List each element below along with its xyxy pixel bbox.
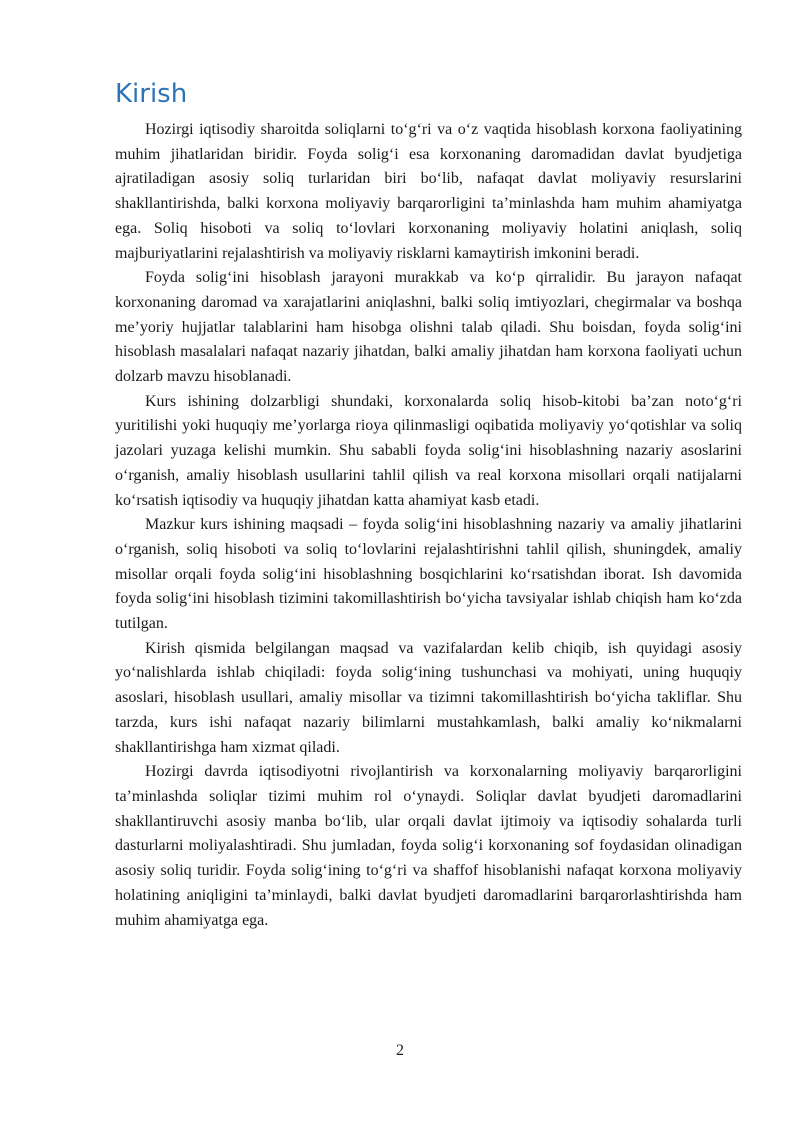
page-number: 2	[396, 1042, 404, 1059]
body-text	[115, 118, 742, 933]
section-heading: Kirish	[115, 79, 188, 109]
paragraph: Mazkur kurs ishining maqsadi – foyda solig‘ini hisoblashning nazariy va amaliy jihatlarini o‘rganish, soliq hisoboti va soliq to‘lovlarini rejalashtirishni tahlil qilish, shuningdek, amaliy misollar orqali foyda solig‘ini hisoblashning bosqichlarini ko‘rsatishdan iborat. Ish davomida foyda solig‘ini hisoblash tizimini takomillashtirish bo‘yicha tavsiyalar ishlab chiqish ham ko‘zda tutilgan.	[115, 516, 742, 633]
paragraph: Kirish qismida belgilangan maqsad va vazifalardan kelib chiqib, ish quyidagi asosiy yo‘nalishlarda ishlab chiqiladi: foyda solig‘ining tushunchasi va mohiyati, uning huquqiy asoslari, hisoblash usullari, amaliy misollar va tizimni takomillashtirish bo‘yicha takliflar. Shu tarzda, kurs ishi nafaqat nazariy bilimlarni mustahkamlash, balki amaliy ko‘nikmalarni shakllantirishga ham xizmat qiladi.	[115, 639, 742, 756]
paragraph: Hozirgi iqtisodiy sharoitda soliqlarni to‘g‘ri va o‘z vaqtida hisoblash korxona faoliyatining muhim jihatlaridan biridir. Foyda solig‘i esa korxonaning daromadidan davlat byudjetiga ajratiladigan asosiy soliq turlaridan biri bo‘lib, nafaqat davlat moliyaviy resurslarini shakllantirishda, balki korxona moliyaviy barqarorligini ta’minlashda ham muhim ahamiyatga ega. Soliq hisoboti va soliq to‘lovlari korxonaning moliyaviy holatini aniqlash, soliq majburiyatlarini rejalashtirish va moliyaviy risklarni kamaytirish imkonini beradi.	[115, 121, 742, 262]
paragraph: Kurs ishining dolzarbligi shundaki, korxonalarda soliq hisob-kitobi ba’zan noto‘g‘ri yuritilishi yoki huquqiy me’yorlarga rioya qilinmasligi oqibatida moliyaviy yo‘qotishlar va soliq jazolari yuzaga kelishi mumkin. Shu sababli foyda solig‘ini hisoblashning nazariy asoslarini o‘rganish, amaliy hisoblash usullarini tahlil qilish va real korxona misollari orqali natijalarni ko‘rsatish iqtisodiy va huquqiy jihatdan katta ahamiyat kasb etadi.	[115, 392, 742, 509]
paragraph: Hozirgi davrda iqtisodiyotni rivojlantirish va korxonalarning moliyaviy barqarorligini ta’minlashda soliqlar tizimi muhim rol o‘ynaydi. Soliqlar davlat byudjeti daromadlarini shakllantiruvchi asosiy manba bo‘lib, ular orqali davlat ijtimoiy va iqtisodiy sohalarda turli dasturlarni moliyalashtiradi. Shu jumladan, foyda solig‘i korxonaning sof foydasidan olinadigan asosiy soliq turidir. Foyda solig‘ining to‘g‘ri va shaffof hisoblanishi nafaqat korxona moliyaviy holatining aniqligini ta’minlaydi, balki davlat byudjeti daromadlarini barqarorlashtirishda ham muhim ahamiyatga ega.	[115, 763, 742, 929]
paragraph: Foyda solig‘ini hisoblash jarayoni murakkab va ko‘p qirralidir. Bu jarayon nafaqat korxonaning daromad va xarajatlarini aniqlashni, balki soliq imtiyozlari, chegirmalar va boshqa me’yoriy hujjatlar talablarini ham hisobga olishni talab qiladi. Shu boisdan, foyda solig‘ini hisoblash masalalari nafaqat nazariy jihatdan, balki amaliy jihatdan ham korxona faoliyati uchun dolzarb mavzu hisoblanadi.	[115, 269, 742, 386]
